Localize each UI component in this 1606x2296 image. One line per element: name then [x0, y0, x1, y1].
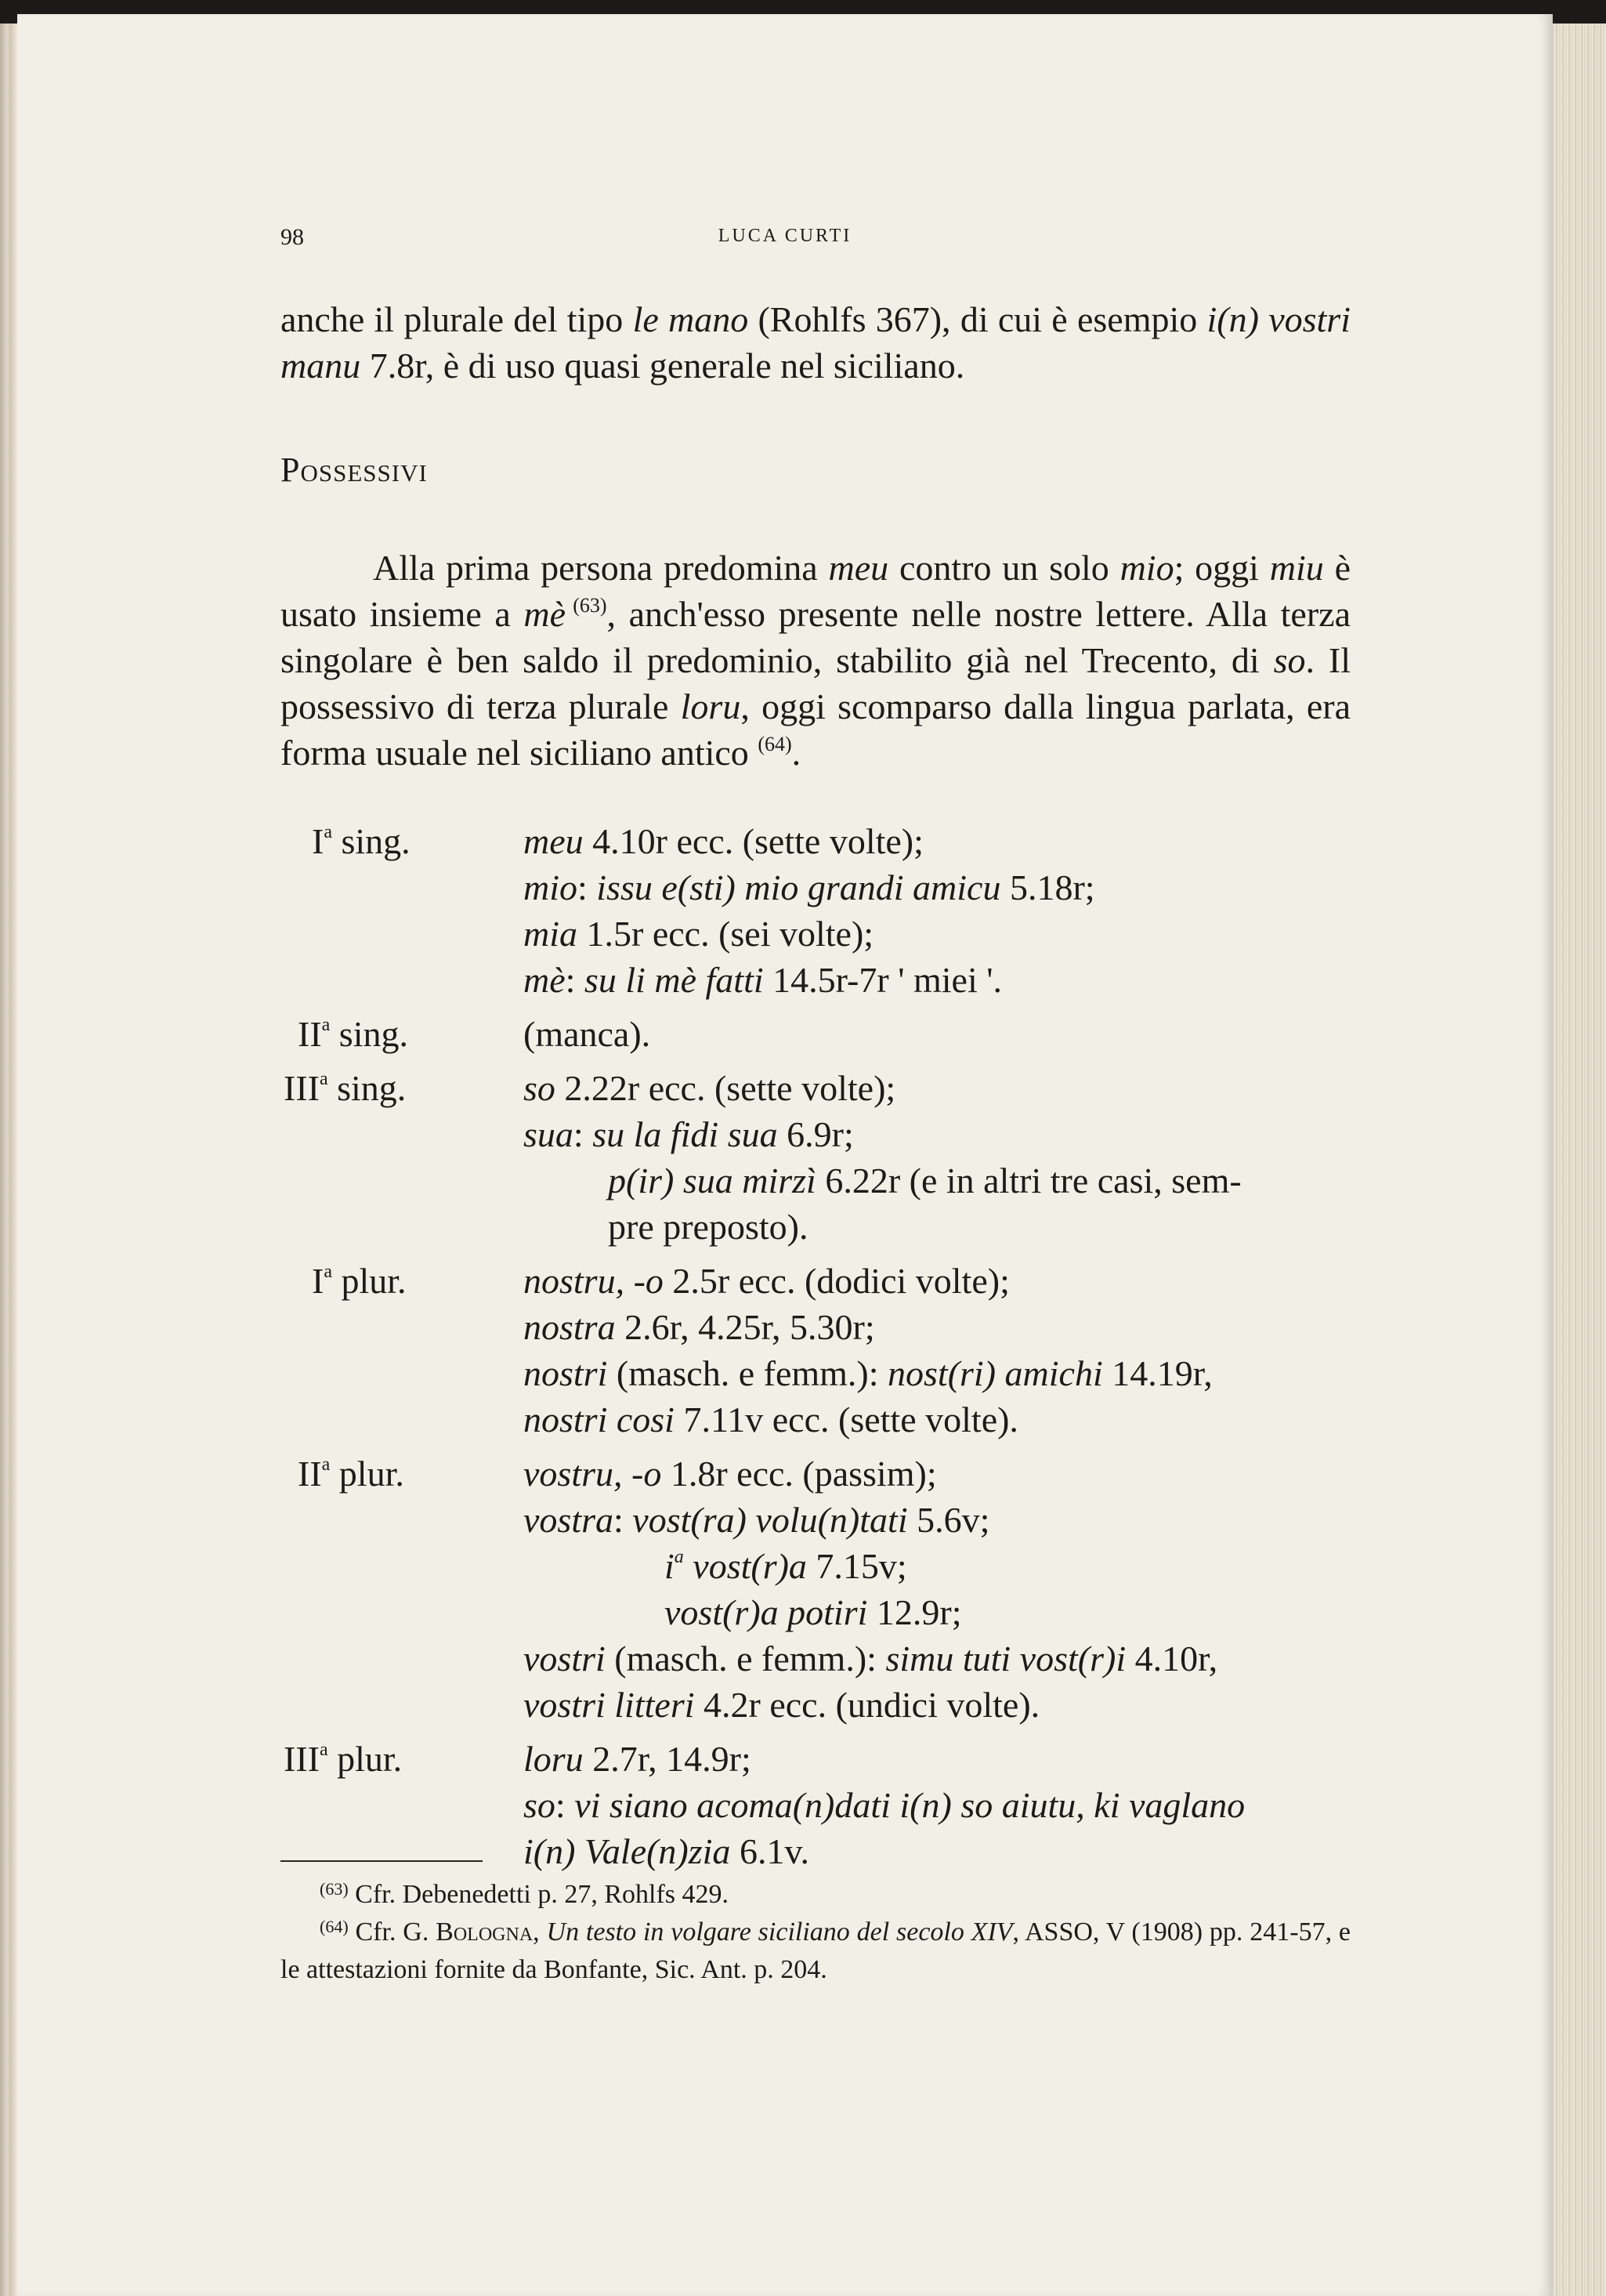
entry-label: $I^a$ sing.	[312, 821, 411, 861]
page-stack-edge	[1553, 24, 1606, 2296]
page-header	[17, 224, 1553, 255]
book-page	[17, 14, 1553, 2296]
main-text	[280, 296, 1351, 1882]
entry-label: III$^a$ sing.	[284, 1068, 407, 1108]
list-item	[280, 1736, 1351, 1874]
list-item	[280, 1450, 1351, 1728]
entry-content: so 2.22r ecc. (sette volte); sua: su la fidi sua 6.9r; p(ir) sua mirzì 6.22r (e in altri tre casi, sem- pre preposto).	[523, 1068, 1242, 1247]
footnote-ref-64: (64)	[758, 733, 792, 755]
list-item	[280, 1065, 1351, 1250]
possessives-paragraph: Alla prima persona predomina meu contro un solo mio; oggi miu è usato insieme a mè $^{(63)}$, anch'esso presente nelle nostre lettere. Alla terza singolare è ben saldo il predominio, stabilito già nel Trecento, di so. Il possessivo di terza plurale loru, oggi scomparso dalla lingua parlata, era forma usuale nel siciliano antico $^{(64)}$.	[280, 548, 1351, 773]
footnote-divider	[280, 1860, 483, 1862]
list-item	[280, 818, 1351, 1003]
footnote-64: $^{(64)}$ Cfr. G. Bologna, Un testo in volgare siciliano del secolo XIV, ASSO, V (1908) pp. 241-57, e le attestazioni fornite da Bonfante, Sic. Ant. p. 204.	[280, 1917, 1351, 1984]
page-number: 98	[280, 224, 304, 250]
footnotes	[280, 1876, 1351, 1989]
intro-paragraph: anche il plurale del tipo le mano (Rohlfs 367), di cui è esempio i(n) vostri manu 7.8r, è di uso quasi generale nel siciliano.	[280, 299, 1351, 386]
list-item	[280, 1011, 1351, 1057]
entry-label: $II^a$ plur.	[298, 1454, 404, 1494]
footnote-ref-63: (63)	[573, 594, 607, 617]
section-heading: Possessivi	[280, 451, 428, 489]
list-item	[280, 1258, 1351, 1443]
book-binding-edge	[0, 24, 17, 2296]
footnote-63: $^{(63)}$ Cfr. Debenedetti p. 27, Rohlfs 429.	[320, 1879, 729, 1909]
entry-label: $II^a$ sing.	[298, 1014, 408, 1054]
entry-content: (manca).	[523, 1014, 651, 1054]
running-head: LUCA CURTI	[718, 226, 852, 246]
entry-content: loru 2.7r, 14.9r; so: vi siano acoma(n)dati i(n) so aiutu, ki vaglano i(n) Vale(n)zia 6.1v.	[523, 1739, 1246, 1871]
possessives-list	[280, 818, 1351, 1874]
entry-content: nostru, -o 2.5r ecc. (dodici volte); nostra 2.6r, 4.25r, 5.30r; nostri (masch. e femm.): nost(ri) amichi 14.19r, nostri cosi 7.11v ecc. (sette volte).	[523, 1261, 1213, 1440]
entry-content: vostru, -o 1.8r ecc. (passim); vostra: vost(ra) volu(n)tati 5.6v; $i^a$ vost(r)a 7.15v; vost(r)a potiri 12.9r; vostri (masch. e femm.): simu tuti vost(r)i 4.10r, vostri litteri 4.2r ecc. (undici volte).	[523, 1454, 1218, 1725]
entry-label: III$^a$ plur.	[284, 1739, 403, 1779]
entry-label: $I^a$ plur.	[312, 1261, 407, 1301]
entry-content: meu 4.10r ecc. (sette volte); mio: issu e(sti) mio grandi amicu 5.18r; mia 1.5r ecc. (sei volte); mè: su li mè fatti 14.5r-7r ' miei '.	[523, 821, 1095, 1000]
